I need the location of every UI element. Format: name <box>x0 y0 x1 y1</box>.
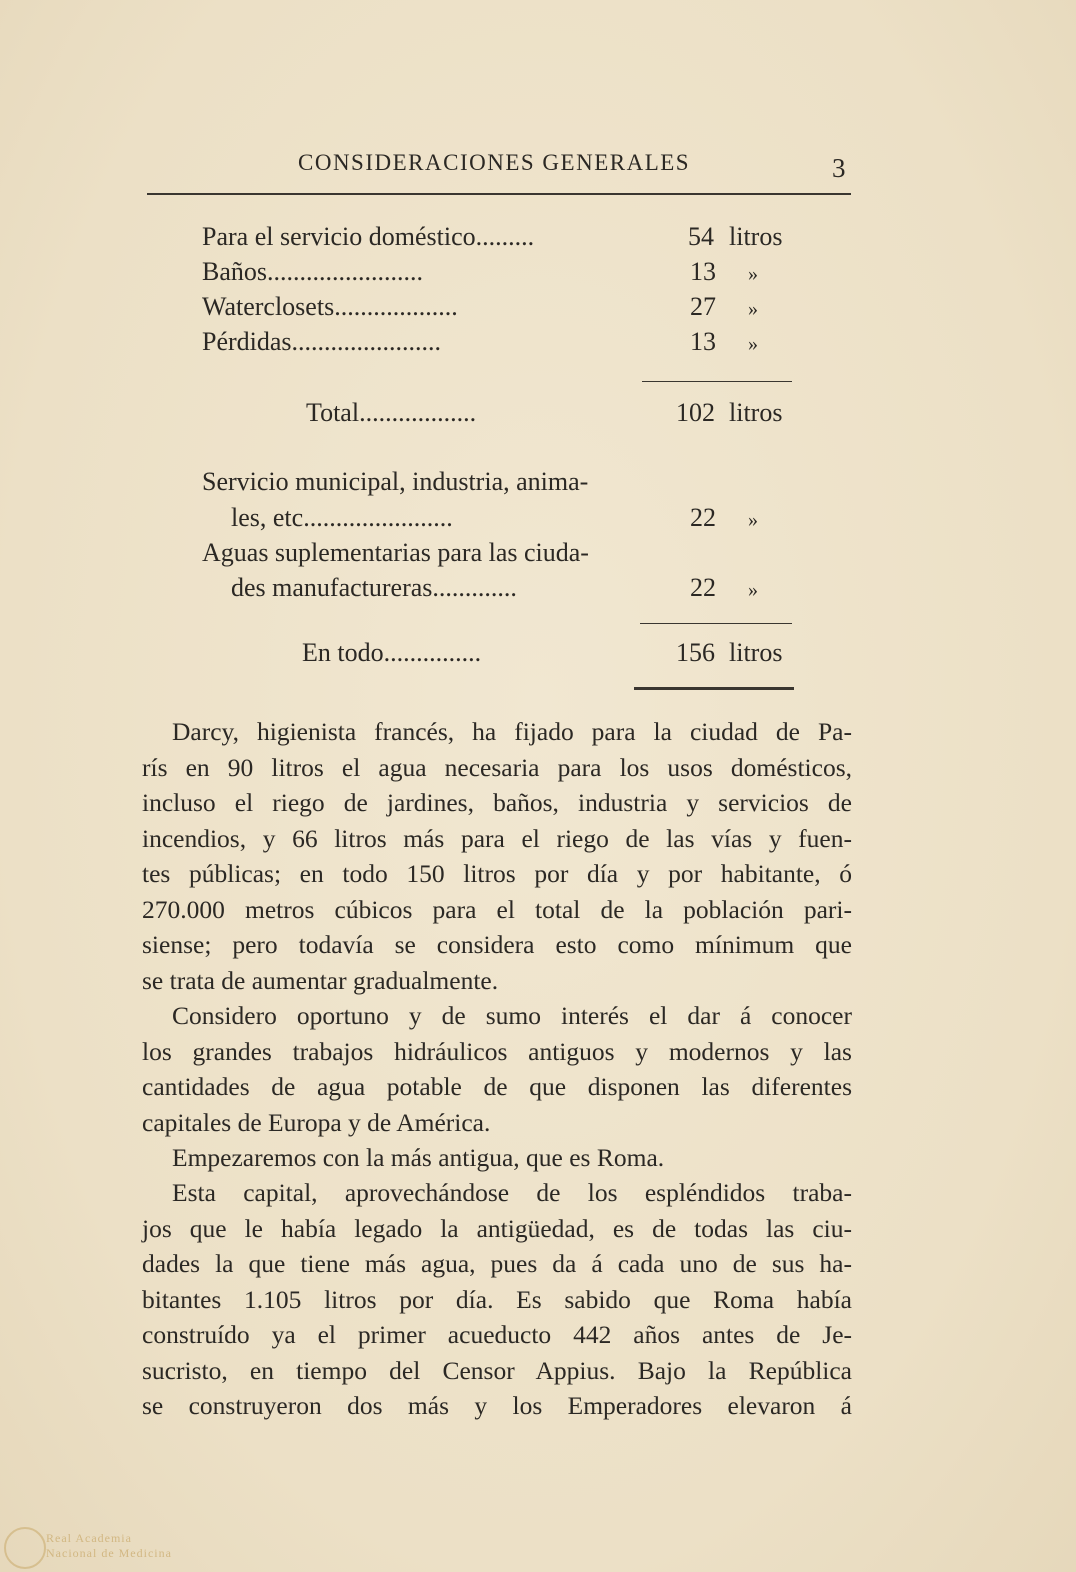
text-line: construído ya el primer acueducto 442 años antes de Je- <box>142 1320 852 1349</box>
paragraph-roma <box>142 1175 852 1424</box>
row-unit: » <box>748 509 758 531</box>
row-value: 22 <box>690 573 716 602</box>
grand-total-unit: litros <box>729 638 783 667</box>
text-line: siense; pero todavía se considera esto como mínimum que <box>142 930 852 959</box>
row-unit: » <box>748 263 758 285</box>
row-value: 13 <box>690 327 716 356</box>
header-rule <box>147 193 851 195</box>
text-line: incluso el riego de jardines, baños, industria y servicios de <box>142 788 852 817</box>
row-value: 54 <box>688 222 714 251</box>
paragraph-considero <box>142 998 852 1140</box>
text-line: Esta capital, aprovechándose de los espléndidos traba- <box>172 1178 852 1207</box>
grand-total-label: En todo............... <box>302 638 482 667</box>
text-line: Empezaremos con la más antigua, que es Roma. <box>172 1143 665 1172</box>
sum-rule <box>640 623 792 624</box>
text-line: tes públicas; en todo 150 litros por día y por habitante, ó <box>142 859 852 888</box>
total-unit: litros <box>729 398 783 427</box>
text-line: se trata de aumentar gradualmente. <box>142 965 499 995</box>
text-line: capitales de Europa y de América. <box>142 1107 491 1137</box>
text-line: rís en 90 litros el agua necesaria para los usos domésticos, <box>142 752 852 782</box>
row-value: 22 <box>690 503 716 532</box>
text-line: cantidades de agua potable de que disponen las diferentes <box>142 1072 852 1101</box>
closing-rule <box>634 687 794 690</box>
row-label: Pérdidas....................... <box>202 327 442 356</box>
sum-rule <box>642 381 792 382</box>
page-number: 3 <box>832 153 846 183</box>
running-header: CONSIDERACIONES GENERALES <box>298 150 691 175</box>
total-label: Total.................. <box>306 398 477 427</box>
row-unit: » <box>748 298 758 320</box>
row-label-line1: Aguas suplementarias para las ciuda- <box>202 538 589 567</box>
row-label-line1: Servicio municipal, industria, anima- <box>202 467 589 496</box>
text-line: incendios, y 66 litros más para el riego de las vías y fuen- <box>142 823 852 853</box>
row-unit: » <box>748 579 758 601</box>
row-unit: litros <box>729 222 783 251</box>
row-label-line2: les, etc....................... <box>231 503 453 532</box>
paragraph-darcy <box>142 714 852 998</box>
text-line: bitantes 1.105 litros por día. Es sabido que Roma había <box>142 1284 852 1314</box>
text-line: jos que le había legado la antigüedad, es de todas las ciu- <box>142 1213 852 1243</box>
watermark-line: Nacional de Medicina <box>46 1546 172 1560</box>
row-label-line2: des manufactureras............. <box>231 573 517 602</box>
text-line: 270.000 metros cúbicos para el total de la población pari- <box>142 894 852 924</box>
row-value: 13 <box>690 257 716 286</box>
text-line: Darcy, higienista francés, ha fijado para la ciudad de Pa- <box>172 717 852 746</box>
row-label: Baños........................ <box>202 257 423 286</box>
text-line: se construyeron dos más y los Emperadores elevaron á <box>142 1391 852 1420</box>
text-line: dades la que tiene más agua, pues da á cada uno de sus ha- <box>142 1249 852 1278</box>
watermark <box>46 1531 172 1561</box>
text-line: Considero oportuno y de sumo interés el dar á conocer <box>172 1001 852 1030</box>
text-line: los grandes trabajos hidráulicos antiguos y modernos y las <box>142 1036 852 1066</box>
total-value: 102 <box>676 398 715 427</box>
grand-total-value: 156 <box>676 638 715 667</box>
row-unit: » <box>748 333 758 355</box>
academy-seal-icon <box>4 1527 46 1569</box>
paragraph-empezaremos <box>142 1140 852 1176</box>
watermark-line: Real Academia <box>46 1531 132 1545</box>
row-label: Waterclosets................... <box>202 292 458 321</box>
row-value: 27 <box>690 292 716 321</box>
row-label: Para el servicio doméstico......... <box>202 222 535 251</box>
text-line: sucristo, en tiempo del Censor Appius. Bajo la República <box>142 1355 852 1385</box>
